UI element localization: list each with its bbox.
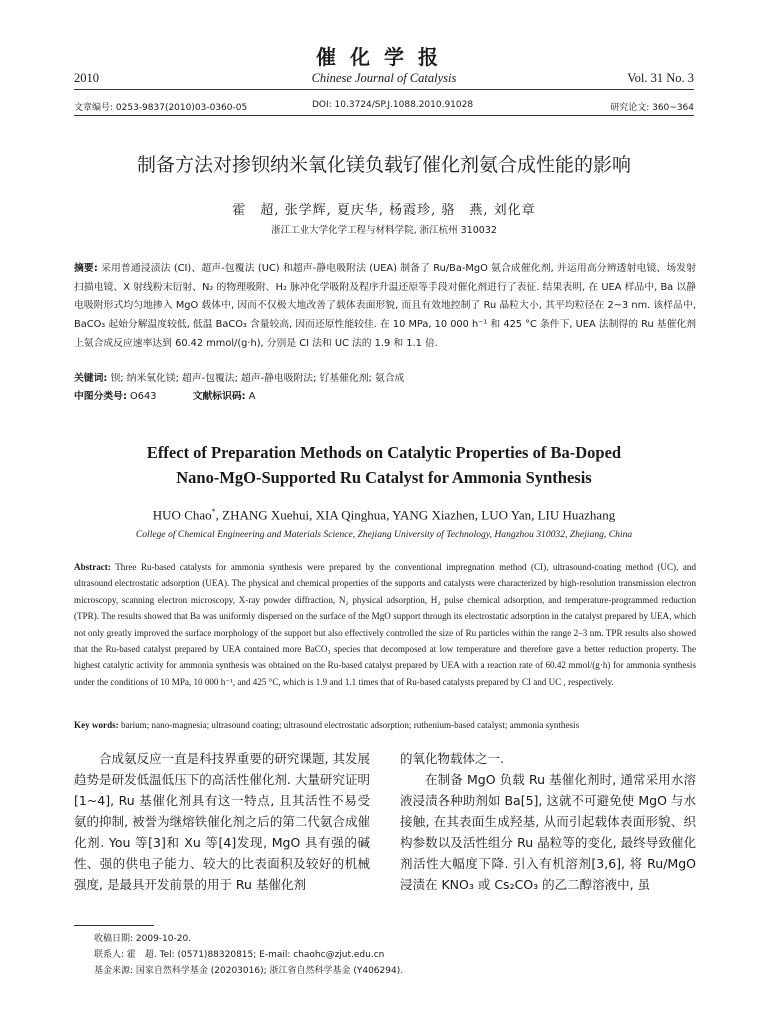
chinese-keywords-label: 关键词:: [74, 373, 108, 384]
header-rule: [74, 89, 694, 90]
corresponding-author-mark: *: [211, 507, 216, 516]
doi-link[interactable]: DOI: 10.3724/SP.J.1088.2010.91028: [312, 100, 474, 110]
english-abstract-text: Three Ru-based catalysts for ammonia synthesis were prepared by the conventional impregnation method (CI), ultrasound-coating method (UC), and ultrasound electrostatic adsorption (UEA). The physical and chemical properties of the supports and catalysts were characterized by high-resolution transmission electron microscopy, scanning electron microscopy, X-ray powder diffraction, N₂ physical adsorption, H₂ pulse chemical adsorption, and temperature-programmed reduction (TPR). The results showed that Ba was uniformly dispersed on the surface of the MgO support through its electrostatic adsorption in the catalyst prepared by UEA, which not only greatly improved the surface morphology of the support but also effectively controlled the size of Ru particles within the range 2–3 nm. TPR results also showed that the Ru-based catalyst prepared by UEA contained more BaCO₃ species that decomposed at low temperature and therefore gave a better reduction property. The highest catalytic activity for ammonia synthesis was obtained on the Ru-based catalyst prepared by UEA with a reaction rate of 60.42 mmol/(g·h) for ammonia synthesis under the conditions of 10 MPa, 10 000 h⁻¹, and 425 °C, which is 1.9 and 1.1 times that of Ru-based catalysts prepared by CI and UC , respectively.: [74, 562, 696, 687]
english-title-line-1: Effect of Preparation Methods on Catalytic Properties of Ba-Doped: [146, 443, 622, 462]
english-title: [0, 440, 768, 490]
doc-code-value: A: [248, 391, 256, 402]
other-authors: , ZHANG Xuehui, XIA Qinghua, YANG Xiazhen, LUO Yan, LIU Huazhang: [215, 507, 616, 523]
english-abstract-label: Abstract:: [74, 562, 111, 572]
chinese-keywords: [74, 370, 696, 384]
english-keywords-label: Key words:: [74, 720, 119, 730]
journal-chinese-title: 催化学报: [316, 45, 452, 69]
chinese-abstract-label: 摘要:: [74, 263, 98, 274]
footnote-funding: 基金来源: 国家自然科学基金 (20203016); 浙江省自然科学基金 (Y406294).: [94, 966, 404, 976]
clc-value: O643: [130, 391, 157, 402]
volume-issue: Vol. 31 No. 3: [627, 71, 694, 85]
english-affiliation: College of Chemical Engineering and Materials Science, Zhejiang University of Technology, Hangzhou 310032, Zhejiang, China: [135, 529, 633, 540]
chinese-affiliation: 浙江工业大学化学工程与材料学院, 浙江杭州 310032: [271, 225, 497, 236]
footnote-contact: 联系人: 霍 超. Tel: (0571)88320815; E-mail: chaohc@zjut.edu.cn: [94, 950, 385, 960]
body-column-left: [74, 748, 370, 895]
english-keywords: [74, 720, 696, 730]
chinese-authors: 霍 超, 张学辉, 夏庆华, 杨霞珍, 骆 燕, 刘化章: [232, 203, 536, 218]
meta-rule: [74, 115, 694, 116]
publication-year: 2010: [74, 71, 99, 85]
body-column-right: [400, 748, 696, 895]
english-abstract: [74, 559, 696, 690]
body-paragraph: 的氧化物载体之一.: [400, 751, 504, 766]
body-paragraph: 在制备 MgO 负载 Ru 基催化剂时, 通常采用水溶液浸渍各种助剂如 Ba[5], 这就不可避免使 MgO 与水接触, 在其表面生成羟基, 从而引起载体表面形貌、织构参数以及活性组分 Ru 晶粒等的变化, 最终导致催化剂活性大幅度下降. 引入有机溶剂[3,6], 将 Ru/MgO 浸渍在 KNO₃ 或 Cs₂CO₃ 的乙二醇溶液中, 虽: [400, 772, 696, 892]
clc-label: 中图分类号:: [74, 391, 127, 402]
article-number: 文章编号: 0253-9837(2010)03-0360-05: [74, 103, 248, 113]
footnote-received: 收稿日期: 2009-10-20.: [94, 934, 192, 944]
chinese-abstract-text: 采用普通浸渍法 (CI)、超声-包覆法 (UC) 和超声-静电吸附法 (UEA) 制备了 Ru/Ba-MgO 氨合成催化剂, 并运用高分辨透射电镜、场发射扫描电镜、X 射线粉末衍射、N₂ 的物理吸附、H₂ 脉冲化学吸附及程序升温还原等手段对催化剂进行了表征. 结果表明, 在 UEA 样品中, Ba 以静电吸附形式均匀地掺入 MgO 载体中, 因而不仅极大地改善了载体表面形貌, 而且有效地控制了 Ru 晶粒大小, 其平均粒径在 2~3 nm. 该样品中, BaCO₃ 起始分解温度较低, 低温 BaCO₃ 含量较高, 因而还原性能较佳. 在 10 MPa, 10 000 h⁻¹ 和 425 °C 条件下, UEA 法制得的 Ru 基催化剂上氨合成反应速率达到 60.42 mmol/(g·h), 分别是 CI 法和 UC 法的 1.9 和 1.1 倍.: [74, 263, 696, 349]
body-paragraph: 合成氨反应一直是科技界重要的研究课题, 其发展趋势是研发低温低压下的高活性催化剂. 大量研究证明[1~4], Ru 基催化剂具有这一特点, 且其活性不易受氨的抑制, 被誉为继熔铁催化剂之后的第二代氨合成催化剂. You 等[3]和 Xu 等[4]发现, MgO 具有强的碱性、强的供电子能力、较大的比表面积及较好的机械强度, 是最具开发前景的用于 Ru 基催化剂: [74, 751, 370, 892]
footnote-rule: [74, 925, 154, 926]
journal-english-title: Chinese Journal of Catalysis: [311, 71, 457, 85]
english-title-line-2: Nano-MgO-Supported Ru Catalyst for Ammonia Synthesis: [176, 468, 592, 487]
english-authors: [0, 507, 768, 523]
article-type-pages: 研究论文: 360~364: [610, 103, 694, 113]
chinese-title: 制备方法对掺钡纳米氧化镁负载钌催化剂氨合成性能的影响: [136, 154, 631, 176]
chinese-abstract: [74, 260, 696, 354]
english-keywords-text: barium; nano-magnesia; ultrasound coating; ultrasound electrostatic adsorption; ruthenium-based catalyst; ammonia synthesis: [121, 720, 580, 730]
doc-code-label: 文献标识码:: [192, 391, 246, 402]
classification-line: [74, 388, 696, 402]
first-author: HUO Chao: [152, 507, 212, 523]
chinese-keywords-text: 钡; 纳米氧化镁; 超声-包覆法; 超声-静电吸附法; 钌基催化剂; 氨合成: [110, 373, 405, 384]
